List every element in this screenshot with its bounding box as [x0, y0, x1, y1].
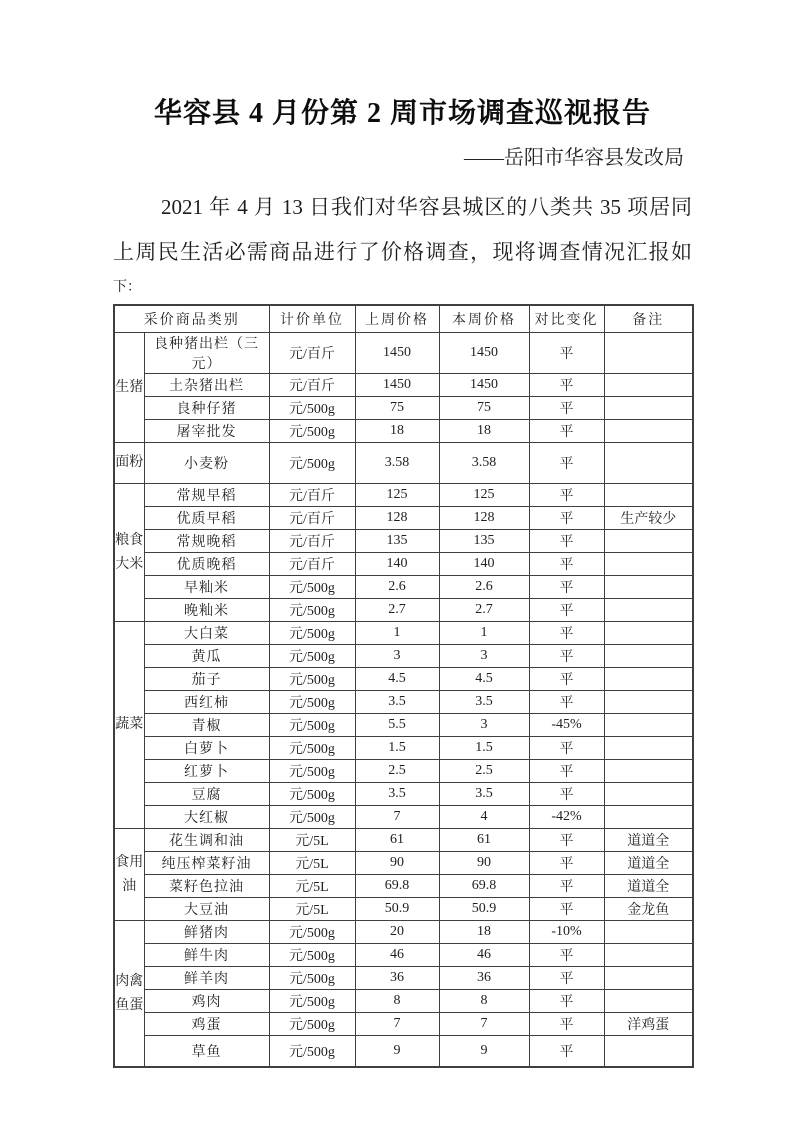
- price-last-week-cell: 90: [355, 852, 439, 875]
- note-cell: [604, 645, 693, 668]
- table-row: [114, 760, 693, 783]
- price-this-week-cell: 1450: [439, 374, 529, 397]
- unit-cell: 元/百斤: [269, 553, 355, 576]
- note-cell: [604, 484, 693, 507]
- unit-cell: 元/5L: [269, 852, 355, 875]
- unit-cell: 元/500g: [269, 1036, 355, 1068]
- note-cell: [604, 576, 693, 599]
- product-name-cell: 鲜猪肉: [144, 921, 269, 944]
- note-cell: [604, 691, 693, 714]
- table-row: [114, 806, 693, 829]
- price-this-week-cell: 3.58: [439, 443, 529, 484]
- price-last-week-cell: 3: [355, 645, 439, 668]
- unit-cell: 元/500g: [269, 783, 355, 806]
- table-row: [114, 714, 693, 737]
- table-row: [114, 1036, 693, 1068]
- table-row: [114, 645, 693, 668]
- product-name-cell: 屠宰批发: [144, 420, 269, 443]
- price-last-week-cell: 5.5: [355, 714, 439, 737]
- table-row: [114, 668, 693, 691]
- table-row: [114, 599, 693, 622]
- product-name-cell: 纯压榨菜籽油: [144, 852, 269, 875]
- change-cell: 平: [529, 530, 604, 553]
- unit-cell: 元/百斤: [269, 507, 355, 530]
- product-name-cell: 晚籼米: [144, 599, 269, 622]
- table-row: [114, 875, 693, 898]
- change-cell: 平: [529, 1013, 604, 1036]
- unit-cell: 元/500g: [269, 760, 355, 783]
- product-name-cell: 菜籽色拉油: [144, 875, 269, 898]
- note-cell: [604, 944, 693, 967]
- price-this-week-cell: 1: [439, 622, 529, 645]
- note-cell: [604, 921, 693, 944]
- change-cell: -45%: [529, 714, 604, 737]
- unit-cell: 元/百斤: [269, 484, 355, 507]
- price-last-week-cell: 50.9: [355, 898, 439, 921]
- table-row: [114, 783, 693, 806]
- table-row: [114, 691, 693, 714]
- price-this-week-cell: 3.5: [439, 691, 529, 714]
- unit-cell: 元/500g: [269, 944, 355, 967]
- change-cell: 平: [529, 668, 604, 691]
- table-row: [114, 576, 693, 599]
- price-this-week-cell: 125: [439, 484, 529, 507]
- body-line-2: 上周民生活必需商品进行了价格调查，现将调查情况汇报如: [113, 240, 692, 264]
- table-row: [114, 1013, 693, 1036]
- price-last-week-cell: 20: [355, 921, 439, 944]
- unit-cell: 元/5L: [269, 898, 355, 921]
- table-row: [114, 622, 693, 645]
- price-survey-table: [113, 304, 694, 1068]
- unit-cell: 元/500g: [269, 806, 355, 829]
- header-cell-note: 备注: [604, 305, 693, 333]
- note-cell: 洋鸡蛋: [604, 1013, 693, 1036]
- unit-cell: 元/500g: [269, 576, 355, 599]
- unit-cell: 元/百斤: [269, 333, 355, 374]
- price-this-week-cell: 4.5: [439, 668, 529, 691]
- note-cell: [604, 443, 693, 484]
- header-cell-category: 采价商品类别: [114, 305, 269, 333]
- price-this-week-cell: 3: [439, 714, 529, 737]
- unit-cell: 元/500g: [269, 921, 355, 944]
- table-row: [114, 852, 693, 875]
- price-last-week-cell: 135: [355, 530, 439, 553]
- change-cell: 平: [529, 622, 604, 645]
- table-row: [114, 898, 693, 921]
- change-cell: 平: [529, 645, 604, 668]
- product-name-cell: 西红柿: [144, 691, 269, 714]
- product-name-cell: 大豆油: [144, 898, 269, 921]
- unit-cell: 元/百斤: [269, 374, 355, 397]
- body-line-3: 下：: [113, 280, 141, 295]
- product-name-cell: 优质早稻: [144, 507, 269, 530]
- table-row: [114, 737, 693, 760]
- price-last-week-cell: 18: [355, 420, 439, 443]
- note-cell: 道道全: [604, 852, 693, 875]
- table-row: [114, 333, 693, 374]
- note-cell: [604, 599, 693, 622]
- price-last-week-cell: 125: [355, 484, 439, 507]
- product-name-cell: 鲜牛肉: [144, 944, 269, 967]
- header-cell-last-week-price: 上周价格: [355, 305, 439, 333]
- unit-cell: 元/500g: [269, 967, 355, 990]
- price-this-week-cell: 46: [439, 944, 529, 967]
- price-this-week-cell: 2.7: [439, 599, 529, 622]
- change-cell: 平: [529, 898, 604, 921]
- price-last-week-cell: 46: [355, 944, 439, 967]
- product-name-cell: 草鱼: [144, 1036, 269, 1068]
- price-this-week-cell: 50.9: [439, 898, 529, 921]
- note-cell: 道道全: [604, 829, 693, 852]
- change-cell: 平: [529, 691, 604, 714]
- change-cell: 平: [529, 1036, 604, 1068]
- price-last-week-cell: 7: [355, 806, 439, 829]
- change-cell: -42%: [529, 806, 604, 829]
- table-row: [114, 397, 693, 420]
- change-cell: 平: [529, 420, 604, 443]
- product-name-cell: 黄瓜: [144, 645, 269, 668]
- table-row: [114, 420, 693, 443]
- category-cell: 粮食大米: [114, 484, 144, 622]
- price-last-week-cell: 9: [355, 1036, 439, 1068]
- price-table-body: [114, 305, 693, 1067]
- table-row: [114, 944, 693, 967]
- unit-cell: 元/500g: [269, 691, 355, 714]
- change-cell: -10%: [529, 921, 604, 944]
- category-cell: 食用油: [114, 829, 144, 921]
- price-this-week-cell: 3.5: [439, 783, 529, 806]
- change-cell: 平: [529, 829, 604, 852]
- product-name-cell: 青椒: [144, 714, 269, 737]
- price-last-week-cell: 75: [355, 397, 439, 420]
- price-this-week-cell: 8: [439, 990, 529, 1013]
- note-cell: [604, 622, 693, 645]
- table-header-row: [114, 305, 693, 333]
- unit-cell: 元/500g: [269, 645, 355, 668]
- note-cell: 道道全: [604, 875, 693, 898]
- unit-cell: 元/500g: [269, 668, 355, 691]
- price-last-week-cell: 140: [355, 553, 439, 576]
- change-cell: 平: [529, 553, 604, 576]
- change-cell: 平: [529, 737, 604, 760]
- product-name-cell: 早籼米: [144, 576, 269, 599]
- note-cell: [604, 760, 693, 783]
- price-this-week-cell: 2.5: [439, 760, 529, 783]
- table-row: [114, 484, 693, 507]
- price-this-week-cell: 1.5: [439, 737, 529, 760]
- unit-cell: 元/5L: [269, 875, 355, 898]
- table-row: [114, 443, 693, 484]
- product-name-cell: 鲜羊肉: [144, 967, 269, 990]
- price-this-week-cell: 18: [439, 420, 529, 443]
- unit-cell: 元/5L: [269, 829, 355, 852]
- category-cell: 肉禽鱼蛋: [114, 921, 144, 1068]
- report-body: [113, 185, 692, 301]
- change-cell: 平: [529, 990, 604, 1013]
- unit-cell: 元/500g: [269, 990, 355, 1013]
- price-this-week-cell: 4: [439, 806, 529, 829]
- price-last-week-cell: 1450: [355, 374, 439, 397]
- header-cell-change: 对比变化: [529, 305, 604, 333]
- price-last-week-cell: 128: [355, 507, 439, 530]
- unit-cell: 元/500g: [269, 443, 355, 484]
- price-last-week-cell: 1: [355, 622, 439, 645]
- unit-cell: 元/500g: [269, 420, 355, 443]
- table-row: [114, 553, 693, 576]
- product-name-cell: 鸡蛋: [144, 1013, 269, 1036]
- note-cell: [604, 1036, 693, 1068]
- product-name-cell: 茄子: [144, 668, 269, 691]
- product-name-cell: 常规早稻: [144, 484, 269, 507]
- price-this-week-cell: 135: [439, 530, 529, 553]
- price-last-week-cell: 3.58: [355, 443, 439, 484]
- product-name-cell: 优质晚稻: [144, 553, 269, 576]
- table-row: [114, 921, 693, 944]
- note-cell: [604, 783, 693, 806]
- change-cell: 平: [529, 967, 604, 990]
- price-last-week-cell: 2.7: [355, 599, 439, 622]
- price-last-week-cell: 4.5: [355, 668, 439, 691]
- category-cell: 面粉: [114, 443, 144, 484]
- note-cell: [604, 714, 693, 737]
- table-row: [114, 507, 693, 530]
- price-this-week-cell: 75: [439, 397, 529, 420]
- product-name-cell: 良种猪出栏（三元）: [144, 333, 269, 374]
- table-row: [114, 530, 693, 553]
- product-name-cell: 常规晚稻: [144, 530, 269, 553]
- price-this-week-cell: 18: [439, 921, 529, 944]
- price-this-week-cell: 140: [439, 553, 529, 576]
- price-last-week-cell: 1.5: [355, 737, 439, 760]
- price-this-week-cell: 2.6: [439, 576, 529, 599]
- price-this-week-cell: 90: [439, 852, 529, 875]
- table-row: [114, 967, 693, 990]
- price-last-week-cell: 7: [355, 1013, 439, 1036]
- note-cell: [604, 967, 693, 990]
- product-name-cell: 白萝卜: [144, 737, 269, 760]
- note-cell: [604, 397, 693, 420]
- change-cell: 平: [529, 944, 604, 967]
- product-name-cell: 大红椒: [144, 806, 269, 829]
- price-last-week-cell: 2.6: [355, 576, 439, 599]
- note-cell: [604, 374, 693, 397]
- table-row: [114, 374, 693, 397]
- product-name-cell: 豆腐: [144, 783, 269, 806]
- product-name-cell: 大白菜: [144, 622, 269, 645]
- unit-cell: 元/500g: [269, 599, 355, 622]
- header-cell-unit: 计价单位: [269, 305, 355, 333]
- report-title: 华容县 4 月份第 2 周市场调查巡视报告: [153, 98, 651, 129]
- change-cell: 平: [529, 852, 604, 875]
- price-this-week-cell: 69.8: [439, 875, 529, 898]
- price-last-week-cell: 36: [355, 967, 439, 990]
- note-cell: [604, 530, 693, 553]
- note-cell: [604, 668, 693, 691]
- price-this-week-cell: 1450: [439, 333, 529, 374]
- note-cell: [604, 990, 693, 1013]
- change-cell: 平: [529, 599, 604, 622]
- table-row: [114, 990, 693, 1013]
- price-last-week-cell: 69.8: [355, 875, 439, 898]
- body-line-1: 2021 年 4 月 13 日我们对华容县城区的八类共 35 项居同: [161, 195, 692, 219]
- price-this-week-cell: 128: [439, 507, 529, 530]
- change-cell: 平: [529, 484, 604, 507]
- price-last-week-cell: 2.5: [355, 760, 439, 783]
- category-cell: 蔬菜: [114, 622, 144, 829]
- change-cell: 平: [529, 760, 604, 783]
- note-cell: [604, 737, 693, 760]
- change-cell: 平: [529, 333, 604, 374]
- report-author-line: ——岳阳市华容县发改局: [464, 147, 684, 169]
- change-cell: 平: [529, 783, 604, 806]
- unit-cell: 元/500g: [269, 397, 355, 420]
- note-cell: [604, 420, 693, 443]
- price-last-week-cell: 1450: [355, 333, 439, 374]
- price-last-week-cell: 3.5: [355, 783, 439, 806]
- document-content: [113, 0, 692, 1068]
- unit-cell: 元/500g: [269, 714, 355, 737]
- table-row: [114, 829, 693, 852]
- unit-cell: 元/500g: [269, 737, 355, 760]
- unit-cell: 元/500g: [269, 622, 355, 645]
- unit-cell: 元/百斤: [269, 530, 355, 553]
- change-cell: 平: [529, 397, 604, 420]
- change-cell: 平: [529, 875, 604, 898]
- change-cell: 平: [529, 507, 604, 530]
- product-name-cell: 土杂猪出栏: [144, 374, 269, 397]
- note-cell: 生产较少: [604, 507, 693, 530]
- price-last-week-cell: 8: [355, 990, 439, 1013]
- price-this-week-cell: 7: [439, 1013, 529, 1036]
- note-cell: [604, 553, 693, 576]
- product-name-cell: 红萝卜: [144, 760, 269, 783]
- price-this-week-cell: 36: [439, 967, 529, 990]
- price-last-week-cell: 3.5: [355, 691, 439, 714]
- change-cell: 平: [529, 374, 604, 397]
- note-cell: [604, 333, 693, 374]
- category-cell: 生猪: [114, 333, 144, 443]
- product-name-cell: 小麦粉: [144, 443, 269, 484]
- note-cell: [604, 806, 693, 829]
- note-cell: 金龙鱼: [604, 898, 693, 921]
- price-last-week-cell: 61: [355, 829, 439, 852]
- price-this-week-cell: 3: [439, 645, 529, 668]
- product-name-cell: 鸡肉: [144, 990, 269, 1013]
- product-name-cell: 花生调和油: [144, 829, 269, 852]
- product-name-cell: 良种仔猪: [144, 397, 269, 420]
- unit-cell: 元/500g: [269, 1013, 355, 1036]
- header-cell-this-week-price: 本周价格: [439, 305, 529, 333]
- price-this-week-cell: 61: [439, 829, 529, 852]
- change-cell: 平: [529, 576, 604, 599]
- change-cell: 平: [529, 443, 604, 484]
- price-this-week-cell: 9: [439, 1036, 529, 1068]
